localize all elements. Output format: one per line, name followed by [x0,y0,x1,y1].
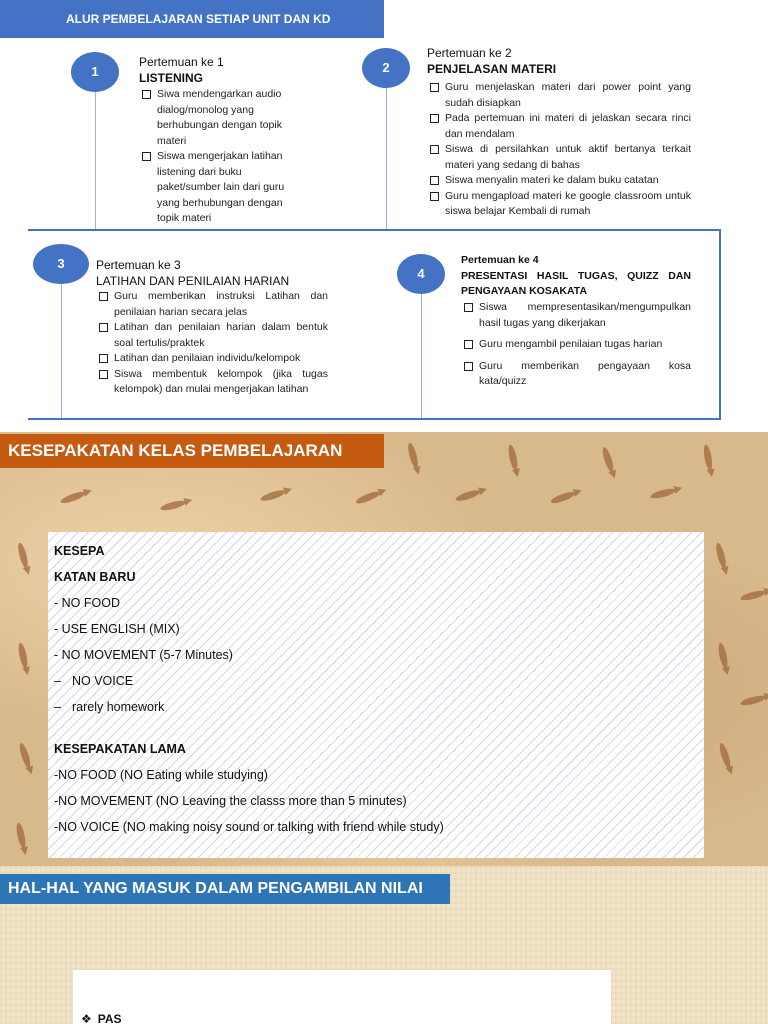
meeting-1-subheading: LISTENING [139,71,204,85]
new-rule-line: – rarely homework [54,700,165,714]
meeting-4-header [461,253,691,300]
connector-line [386,86,387,230]
fish-fossil-icon [650,487,677,500]
meeting-1-header [139,54,224,86]
slide-learning-flow [0,0,768,432]
fish-fossil-icon [15,822,27,849]
checkbox-bullet-icon [464,303,473,312]
list-item: Guru memberikan pengayaan kosa kata/quizz [461,359,691,390]
checkbox-bullet-icon [464,340,473,349]
fish-fossil-icon [455,488,482,503]
connector-line [95,88,96,230]
slide-title: ALUR PEMBELAJARAN SETIAP UNIT DAN KD [0,0,384,38]
meeting-4-heading: Pertemuan ke 4 [461,254,539,266]
checkbox-bullet-icon [142,90,151,99]
list-item: Siswa menyalin materi ke dalam buku catatan [427,173,691,189]
fish-fossil-icon [18,742,33,769]
slide-title: KESEPAKATAN KELAS PEMBELAJARAN [0,434,384,468]
meeting-1-list [139,87,307,227]
list-item: Pada pertemuan ini materi di jelaskan secara rinci dan mendalam [427,111,691,142]
meeting-2-heading: Pertemuan ke 2 [427,46,512,60]
old-agreement-heading: KESEPAKATAN LAMA [54,742,186,756]
agreement-heading-part-1: KESEPA [54,544,105,558]
new-rule-line: - USE ENGLISH (MIX) [54,622,180,636]
slide-grading-items [0,866,768,1024]
new-rule-line: - NO FOOD [54,596,120,610]
checkbox-bullet-icon [430,176,439,185]
list-item: Siswa mengerjakan latihan listening dari buku paket/sumber lain dari guru yang berhubungan dengan topik materi [139,149,307,227]
list-item: Siswa membentuk kelompok (jika tugas kelompok) dan mulai mengerjakan latihan [96,367,328,398]
list-item: Latihan dan penilaian harian dalam bentuk soal tertulis/praktek [96,320,328,351]
meeting-2-list [427,80,691,220]
fish-fossil-icon [16,542,29,569]
meeting-3-subheading: LATIHAN DAN PENILAIAN HARIAN [96,274,290,288]
checkbox-bullet-icon [430,114,439,123]
checkbox-bullet-icon [464,362,473,371]
list-item: Siwa mendengarkan audio dialog/monolog yang berhubungan dengan topik materi [139,87,307,149]
meeting-4-list [461,300,691,390]
meeting-3-heading: Pertemuan ke 3 [96,258,181,272]
list-item: ❖ PAS [81,1012,122,1024]
list-item: Latihan dan penilaian individu/kelompok [96,351,328,367]
fish-fossil-icon [740,589,767,602]
meeting-3-header [96,257,289,289]
fish-fossil-icon [260,488,287,503]
fish-fossil-icon [60,490,87,505]
checkbox-bullet-icon [99,323,108,332]
meeting-2-header [427,45,556,77]
fish-fossil-icon [507,444,519,471]
checkbox-bullet-icon [430,192,439,201]
checkbox-bullet-icon [430,145,439,154]
fish-fossil-icon [702,444,713,471]
new-rule-line: – NO VOICE [54,674,134,688]
meeting-2-subheading: PENJELASAN MATERI [427,62,557,76]
list-item: Guru mengambil penilaian tugas harian [461,337,691,353]
fish-fossil-icon [601,446,616,473]
grading-panel [73,970,611,1024]
list-item: Siswa di persilahkan untuk aktif bertanya terkait materi yang sedang di bahas [427,142,691,173]
slide-class-agreement [0,432,768,866]
fish-fossil-icon [717,642,729,669]
fish-fossil-icon [160,499,187,512]
fish-fossil-icon [17,642,29,669]
meeting-1-heading: Pertemuan ke 1 [139,55,224,69]
fish-fossil-icon [718,742,733,769]
step-3-badge: 3 [33,244,89,284]
checkbox-bullet-icon [430,83,439,92]
meeting-4-subheading: PRESENTASI HASIL TUGAS, QUIZZ DAN PENGAYAAN KOSAKATA [461,269,691,297]
checkbox-bullet-icon [99,292,108,301]
diamond-bullet-icon: ❖ [81,1012,92,1024]
checkbox-bullet-icon [142,152,151,161]
list-item: Guru menjelaskan materi dari power point yang sudah disiapkan [427,80,691,111]
slide-title: HAL-HAL YANG MASUK DALAM PENGAMBILAN NILAI [0,874,450,904]
fish-fossil-icon [740,694,767,707]
fish-fossil-icon [714,542,727,569]
checkbox-bullet-icon [99,354,108,363]
list-item: Guru mengapload materi ke google classroom untuk siswa belajar Kembali di rumah [427,189,691,220]
list-item: Siswa mempresentasikan/mengumpulkan hasil tugas yang dikerjakan [461,300,691,331]
agreement-heading-part-2: KATAN BARU [54,570,136,584]
fish-fossil-icon [355,489,382,505]
old-rule-line: -NO VOICE (NO making noisy sound or talking with friend while study) [54,820,444,834]
old-rule-line: -NO FOOD (NO Eating while studying) [54,768,268,782]
old-rule-line: -NO MOVEMENT (NO Leaving the classs more than 5 minutes) [54,794,407,808]
checkbox-bullet-icon [99,370,108,379]
step-4-badge: 4 [397,254,445,294]
list-item: Guru memberikan instruksi Latihan dan penilaian harian secara jelas [96,289,328,320]
step-1-badge: 1 [71,52,119,92]
step-2-badge: 2 [362,48,410,88]
fish-fossil-icon [550,490,577,505]
fish-fossil-icon [406,442,419,469]
agreement-panel [48,532,704,858]
new-rule-line: - NO MOVEMENT (5-7 Minutes) [54,648,233,662]
meeting-3-list [96,289,328,398]
